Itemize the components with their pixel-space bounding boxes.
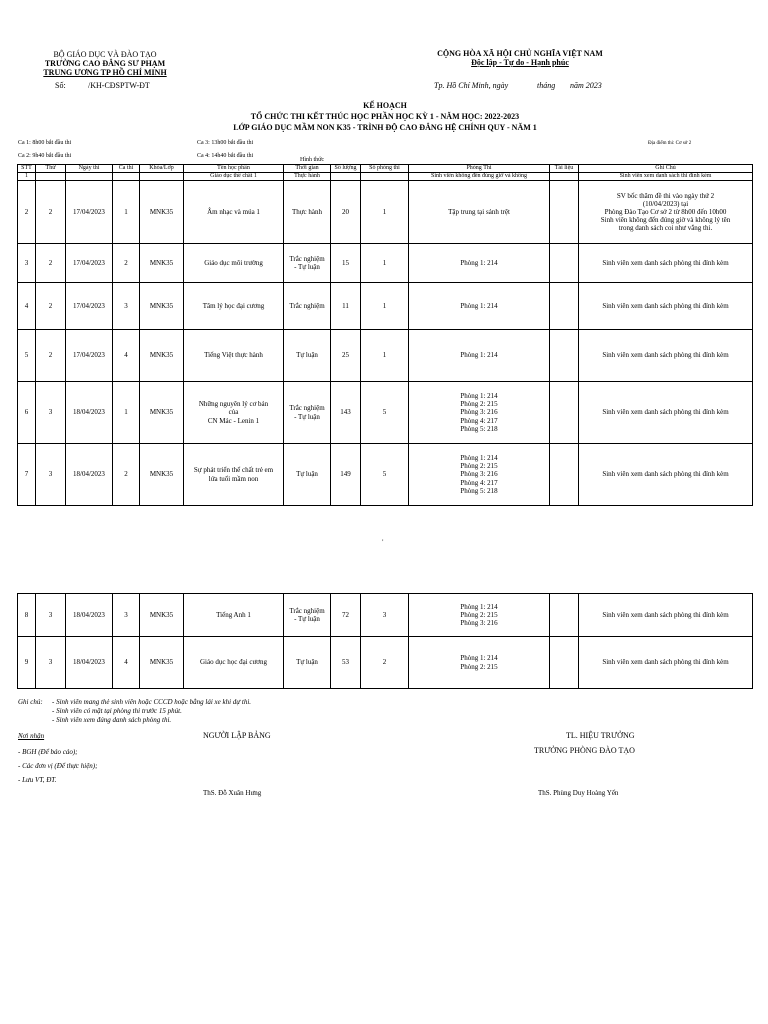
note-item: - Sinh viên mang thẻ sinh viên hoặc CCCD hoặc bằng lái xe khi dự thi.: [52, 698, 252, 706]
maker-title: NGƯỜI LẬP BẢNG: [203, 731, 271, 740]
shift-3: Ca 3: 13h00 bắt đầu thi: [197, 140, 254, 146]
cell-so-luong: 11: [331, 283, 361, 330]
document-number-label: Số:: [55, 81, 66, 90]
col-thoi-gian: Thời gian: [284, 165, 331, 173]
cell-phong-thi: Tập trung tại sảnh trệt: [409, 181, 550, 244]
shift-4: Ca 4: 14h40 bắt đầu thi: [197, 153, 254, 159]
cell-phong-thi: Phòng 1: 214 Phòng 2: 215 Phòng 3: 216 Phòng 4: 217 Phòng 5: 218: [409, 444, 550, 506]
title-line3: LỚP GIÁO DỤC MẦM NON K35 - TRÌNH ĐỘ CAO ĐẲNG HỆ CHÍNH QUY - NĂM 1: [233, 123, 537, 132]
table-row: [18, 330, 753, 382]
col-ca-thi: Ca thi: [113, 165, 140, 173]
ministry-name: BỘ GIÁO DỤC VÀ ĐÀO TẠO: [53, 50, 157, 59]
cell-ca: 3: [113, 283, 140, 330]
cell-so-phong: 1: [361, 330, 409, 382]
cell-thu: 3: [36, 637, 66, 689]
cell-ngay: 18/04/2023: [66, 637, 113, 689]
cell-thu: 2: [36, 181, 66, 244]
col-phong-thi: Phòng Thi: [409, 165, 550, 173]
cell-ghi-chu: Sinh viên xem danh sách thi đính kèm: [579, 173, 753, 181]
table-body-top: [18, 181, 753, 506]
cell-tai-lieu: [550, 382, 579, 444]
cell-tai-lieu: [550, 330, 579, 382]
table-row: [18, 637, 753, 689]
date-month: tháng: [537, 81, 556, 90]
shift-1: Ca 1: 8h00 bắt đầu thi: [18, 140, 72, 146]
note-item: - Sinh viên xem đúng danh sách phòng thi.: [52, 716, 172, 724]
cell-phong-thi: Phòng 1: 214: [409, 283, 550, 330]
cell-phong-thi: Phòng 1: 214: [409, 244, 550, 283]
cell-ngay: 18/04/2023: [66, 444, 113, 506]
cell-ghi-chu: Sinh viên xem danh sách phòng thi đính kèm: [579, 382, 753, 444]
notes-label: Ghi chú:: [18, 698, 43, 706]
col-ghi-chu: Ghi Chú: [579, 165, 753, 173]
cell-ghi-chu: Sinh viên xem danh sách phòng thi đính kèm: [579, 330, 753, 382]
exam-location: Địa điểm thi: Cơ sở 2: [648, 141, 692, 146]
cell-thu: 3: [36, 444, 66, 506]
cell-stt: 6: [18, 382, 36, 444]
cell-ngay: 18/04/2023: [66, 594, 113, 637]
cell-hinh-thuc: Tự luận: [284, 637, 331, 689]
col-stt: STT: [18, 165, 36, 173]
table-row: [18, 382, 753, 444]
cell-ngay: 18/04/2023: [66, 382, 113, 444]
notes-list: [52, 698, 251, 725]
cell-thu: [36, 173, 66, 181]
cell-thu: 2: [36, 330, 66, 382]
shift-2: Ca 2: 9h40 bắt đầu thi: [18, 153, 72, 159]
cell-ngay: 17/04/2023: [66, 283, 113, 330]
cell-thu: 3: [36, 382, 66, 444]
table-body-bottom: [18, 594, 753, 689]
col-tai-lieu: Tài liệu: [550, 165, 579, 173]
cell-hoc-phan: Giáo dục môi trường: [184, 244, 284, 283]
cell-ca: 4: [113, 330, 140, 382]
cell-ngay: [66, 173, 113, 181]
cell-ca: [113, 173, 140, 181]
cell-hinh-thuc: Tự luận: [284, 444, 331, 506]
cell-ca: 3: [113, 594, 140, 637]
col-ten-hoc-phan: Tên học phần: [184, 165, 284, 173]
cell-lop: MNK35: [140, 444, 184, 506]
cell-stt: 9: [18, 637, 36, 689]
cell-so-phong: 3: [361, 594, 409, 637]
cell-phong-thi: Phòng 1: 214 Phòng 2: 215 Phòng 3: 216: [409, 594, 550, 637]
cell-ngay: 17/04/2023: [66, 181, 113, 244]
table-header-row: [18, 165, 753, 173]
cell-stt: 5: [18, 330, 36, 382]
col-ngay-thi: Ngày thi: [66, 165, 113, 173]
table-row: [18, 283, 753, 330]
cell-stt: 8: [18, 594, 36, 637]
table-row: [18, 594, 753, 637]
cell-tai-lieu: [550, 594, 579, 637]
cell-phong-thi: Phòng 1: 214 Phòng 2: 215: [409, 637, 550, 689]
table-row: [18, 173, 753, 181]
cell-tai-lieu: [550, 173, 579, 181]
cell-ghi-chu: SV bốc thăm đề thi vào ngày thứ 2 (10/04/2023) tại Phòng Đào Tạo Cơ sở 2 từ 8h00 đến 10h00 Sinh viên không đến đúng giờ và không lý tên trong danh sách coi như vắng thi.: [579, 181, 753, 244]
cell-so-phong: 2: [361, 637, 409, 689]
document-number-value: /KH-CĐSPTW-ĐT: [88, 81, 150, 90]
exam-schedule-table-continued: [17, 593, 753, 689]
table-row: [18, 244, 753, 283]
recipients-label: Nơi nhận: [18, 732, 45, 740]
cell-ca: 2: [113, 244, 140, 283]
title-line2: TỔ CHỨC THI KẾT THÚC HỌC PHẦN HỌC KỲ 1 - NĂM HỌC: 2022-2023: [250, 112, 520, 121]
dept-title: TRƯỞNG PHÒNG ĐÀO TẠO: [534, 746, 635, 755]
cell-hoc-phan: Tiếng Anh 1: [184, 594, 284, 637]
cell-stt: 2: [18, 181, 36, 244]
table-row: [18, 181, 753, 244]
school-name-line2: TRUNG ƯƠNG TP HỒ CHÍ MINH: [43, 68, 167, 77]
cell-so-luong: [331, 173, 361, 181]
header-left: [20, 50, 190, 77]
cell-so-phong: [361, 173, 409, 181]
cell-hoc-phan: Sự phát triển thể chất trẻ em lứa tuổi mầm non: [184, 444, 284, 506]
cell-hinh-thuc: Trắc nghiệm - Tự luận: [284, 594, 331, 637]
cell-stt: 3: [18, 244, 36, 283]
cell-tai-lieu: [550, 283, 579, 330]
cell-hoc-phan: Tiếng Việt thực hành: [184, 330, 284, 382]
cell-so-luong: 20: [331, 181, 361, 244]
cell-ghi-chu: Sinh viên xem danh sách phòng thi đính kèm: [579, 283, 753, 330]
cell-so-phong: 1: [361, 244, 409, 283]
cell-so-luong: 15: [331, 244, 361, 283]
recipient-item: - Lưu VT, ĐT.: [18, 776, 57, 784]
cell-ghi-chu: Sinh viên xem danh sách phòng thi đính kèm: [579, 594, 753, 637]
school-name-line1: TRƯỜNG CAO ĐẲNG SƯ PHẠM: [44, 59, 166, 68]
cell-so-phong: 1: [361, 283, 409, 330]
col-so-luong: Số lượng: [331, 165, 361, 173]
motto: Độc lập - Tự do - Hạnh phúc: [471, 58, 569, 67]
cell-so-luong: 72: [331, 594, 361, 637]
cell-tai-lieu: [550, 444, 579, 506]
cell-lop: MNK35: [140, 330, 184, 382]
cell-tai-lieu: [550, 181, 579, 244]
cell-lop: [140, 173, 184, 181]
document-title: [100, 100, 670, 133]
date-place: Tp. Hồ Chí Minh, ngày: [434, 81, 509, 90]
cell-so-luong: 53: [331, 637, 361, 689]
cell-lop: MNK35: [140, 283, 184, 330]
cell-lop: MNK35: [140, 382, 184, 444]
col-so-phong-thi: Số phòng thi: [361, 165, 409, 173]
header-right: [400, 49, 640, 67]
cell-hinh-thuc: Trắc nghiệm: [284, 283, 331, 330]
cell-phong-thi: Sinh viên không đến đúng giờ và không: [409, 173, 550, 181]
table-row: [18, 444, 753, 506]
cell-ngay: 17/04/2023: [66, 330, 113, 382]
cell-phong-thi: Phòng 1: 214 Phòng 2: 215 Phòng 3: 216 Phòng 4: 217 Phòng 5: 218: [409, 382, 550, 444]
note-item: - Sinh viên có mặt tại phòng thi trước 15 phút.: [52, 707, 182, 715]
cell-phong-thi: Phòng 1: 214: [409, 330, 550, 382]
cell-hinh-thuc: Trắc nghiệm - Tự luận: [284, 382, 331, 444]
title-line1: KẾ HOẠCH: [363, 101, 407, 110]
cell-ngay: 17/04/2023: [66, 244, 113, 283]
cell-hoc-phan: Tâm lý học đại cương: [184, 283, 284, 330]
cell-thu: 2: [36, 244, 66, 283]
cell-tai-lieu: [550, 244, 579, 283]
cell-hoc-phan: Giáo dục thể chất 1: [184, 173, 284, 181]
form-label: Hình thức: [300, 157, 325, 163]
principal-title: TL. HIỆU TRƯỞNG: [566, 731, 635, 740]
cell-hinh-thuc: Thực hành: [284, 173, 331, 181]
cell-ca: 1: [113, 382, 140, 444]
cell-ca: 4: [113, 637, 140, 689]
cell-thu: 3: [36, 594, 66, 637]
dept-head-name: ThS. Phùng Duy Hoàng Yến: [538, 789, 619, 797]
recipient-item: - Các đơn vị (Để thực hiện);: [18, 762, 98, 770]
cell-lop: MNK35: [140, 637, 184, 689]
cell-ghi-chu: Sinh viên xem danh sách phòng thi đính kèm: [579, 637, 753, 689]
col-thu: Thứ: [36, 165, 66, 173]
cell-stt: 4: [18, 283, 36, 330]
cell-so-luong: 149: [331, 444, 361, 506]
cell-so-phong: 1: [361, 181, 409, 244]
maker-name: ThS. Đỗ Xuân Hưng: [203, 789, 262, 797]
cell-lop: MNK35: [140, 181, 184, 244]
col-khoa-lop: Khóa/Lớp: [140, 165, 184, 173]
cell-ca: 1: [113, 181, 140, 244]
recipient-item: - BGH (Để báo cáo);: [18, 748, 78, 756]
cell-hinh-thuc: Thực hành: [284, 181, 331, 244]
date-year: năm 2023: [570, 81, 602, 90]
exam-schedule-table: [17, 164, 753, 506]
country-name: CỘNG HÒA XÃ HỘI CHỦ NGHĨA VIỆT NAM: [437, 49, 603, 58]
cell-ghi-chu: Sinh viên xem danh sách phòng thi đính kèm: [579, 444, 753, 506]
cell-so-luong: 143: [331, 382, 361, 444]
cell-lop: MNK35: [140, 594, 184, 637]
cell-so-luong: 25: [331, 330, 361, 382]
cell-so-phong: 5: [361, 444, 409, 506]
cell-stt: 1: [18, 173, 36, 181]
page-mark: ,: [382, 536, 384, 542]
cell-so-phong: 5: [361, 382, 409, 444]
cell-hinh-thuc: Tự luận: [284, 330, 331, 382]
cell-thu: 2: [36, 283, 66, 330]
cell-hoc-phan: Âm nhạc và múa 1: [184, 181, 284, 244]
cell-tai-lieu: [550, 637, 579, 689]
cell-hinh-thuc: Trắc nghiệm - Tự luận: [284, 244, 331, 283]
cell-lop: MNK35: [140, 244, 184, 283]
cell-hoc-phan: Giáo dục học đại cương: [184, 637, 284, 689]
cell-ghi-chu: Sinh viên xem danh sách phòng thi đính kèm: [579, 244, 753, 283]
cell-stt: 7: [18, 444, 36, 506]
cell-hoc-phan: Những nguyên lý cơ bản của CN Mác - Lenin 1: [184, 382, 284, 444]
cell-ca: 2: [113, 444, 140, 506]
